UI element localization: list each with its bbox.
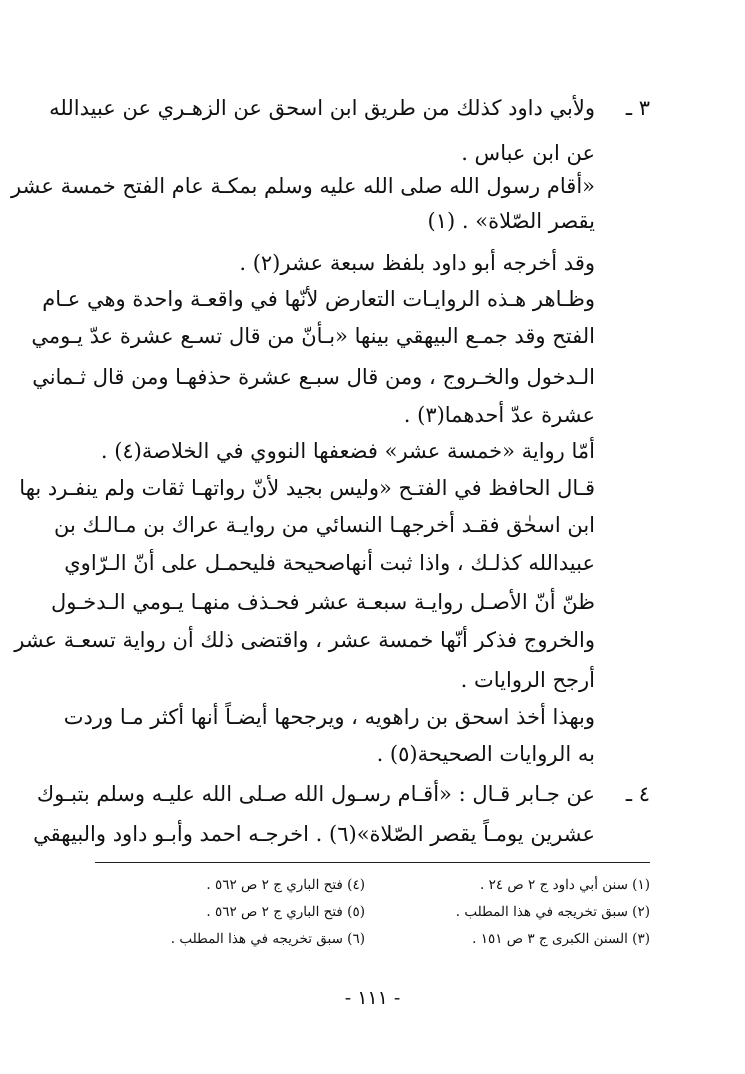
text-line: يقصر الصّلاة» . (١) xyxy=(427,209,595,233)
text-line: وبهذا أخذ اسحق بن راهويه ، ويرجحها أيضـاً أنها أكثر مـا وردت xyxy=(63,705,595,729)
text-line: عشرة عدّ أحدهما(٣) . xyxy=(403,403,595,427)
footnote: (٤) فتح الباري ج ٢ ص ٥٦٢ . xyxy=(206,877,365,893)
text-line: عشرين يومـاً يقصر الصّلاة»(٦) . اخرجـه احمد وأبـو داود والبيهقي xyxy=(33,822,595,846)
text-line: ولأبي داود كذلك من طريق ابن اسحق عن الزهـري عن عبيدالله xyxy=(49,96,595,120)
text-line: الـدخول والخـروج ، ومن قال سبـع عشرة حذفهـا ومن قال ثـماني xyxy=(32,365,595,389)
text-line: الفتح وقد جمـع البيهقي بينها «بـأنّ من قال تسـع عشرة عدّ يـومي xyxy=(31,324,595,348)
text-line: أرجح الروايات . xyxy=(460,668,595,692)
text-line: أمّا رواية «خمسة عشر» فضعفها النووي في الخلاصة(٤) . xyxy=(100,439,595,463)
footnote: (٦) سبق تخريجه في هذا المطلب . xyxy=(170,931,365,947)
footnote: (٥) فتح الباري ج ٢ ص ٥٦٢ . xyxy=(206,904,365,920)
text-line: وظـاهر هـذه الروايـات التعارض لأنّها في واقعـة واحدة وهي عـام xyxy=(42,287,595,311)
page-number: - ١١١ - xyxy=(344,987,401,1009)
item-number-3: ٣ ـ xyxy=(625,96,650,120)
text-line: وقد أخرجه أبو داود بلفظ سبعة عشر(٢) . xyxy=(239,251,595,275)
text-line: والخروج فذكر أنّها خمسة عشر ، واقتضى ذلك أن رواية تسعـة عشر xyxy=(14,628,595,652)
footnote: (١) سنن أبي داود ج ٢ ص ٢٤ . xyxy=(480,877,650,893)
text-line: ظنّ أنّ الأصـل روايـة سبعـة عشر فحـذف منهـا يـومي الـدخـول xyxy=(50,590,595,614)
footnote: (٢) سبق تخريجه في هذا المطلب . xyxy=(455,904,650,920)
text-line: ابن اسحٰق فقـد أخرجهـا النسائي من روايـة عراك بن مـالـك بن xyxy=(54,513,595,537)
text-line: عن ابن عباس . xyxy=(461,141,595,165)
text-line: به الروايات الصحيحة(٥) . xyxy=(376,742,595,766)
text-line: قـال الحافظ في الفتـح «وليس بجيد لأنّ رواتهـا ثقات ولم ينفـرد بها xyxy=(19,476,595,500)
text-line: عبيدالله كذلـك ، واذا ثبت أنهاصحيحة فليحمـل على أنّ الـرّاوي xyxy=(64,551,595,575)
text-line: «أقام رسول الله صلى الله عليه وسلم بمكـة عام الفتح خمسة عشر xyxy=(11,174,595,198)
footnote-divider xyxy=(95,862,650,863)
item-number-4: ٤ ـ xyxy=(625,782,650,806)
text-line: عن جـابر قـال : «أقـام رسـول الله صـلى الله عليـه وسلم بتبـوك xyxy=(36,782,595,806)
footnote: (٣) السنن الكبرى ج ٣ ص ١٥١ . xyxy=(472,931,650,947)
